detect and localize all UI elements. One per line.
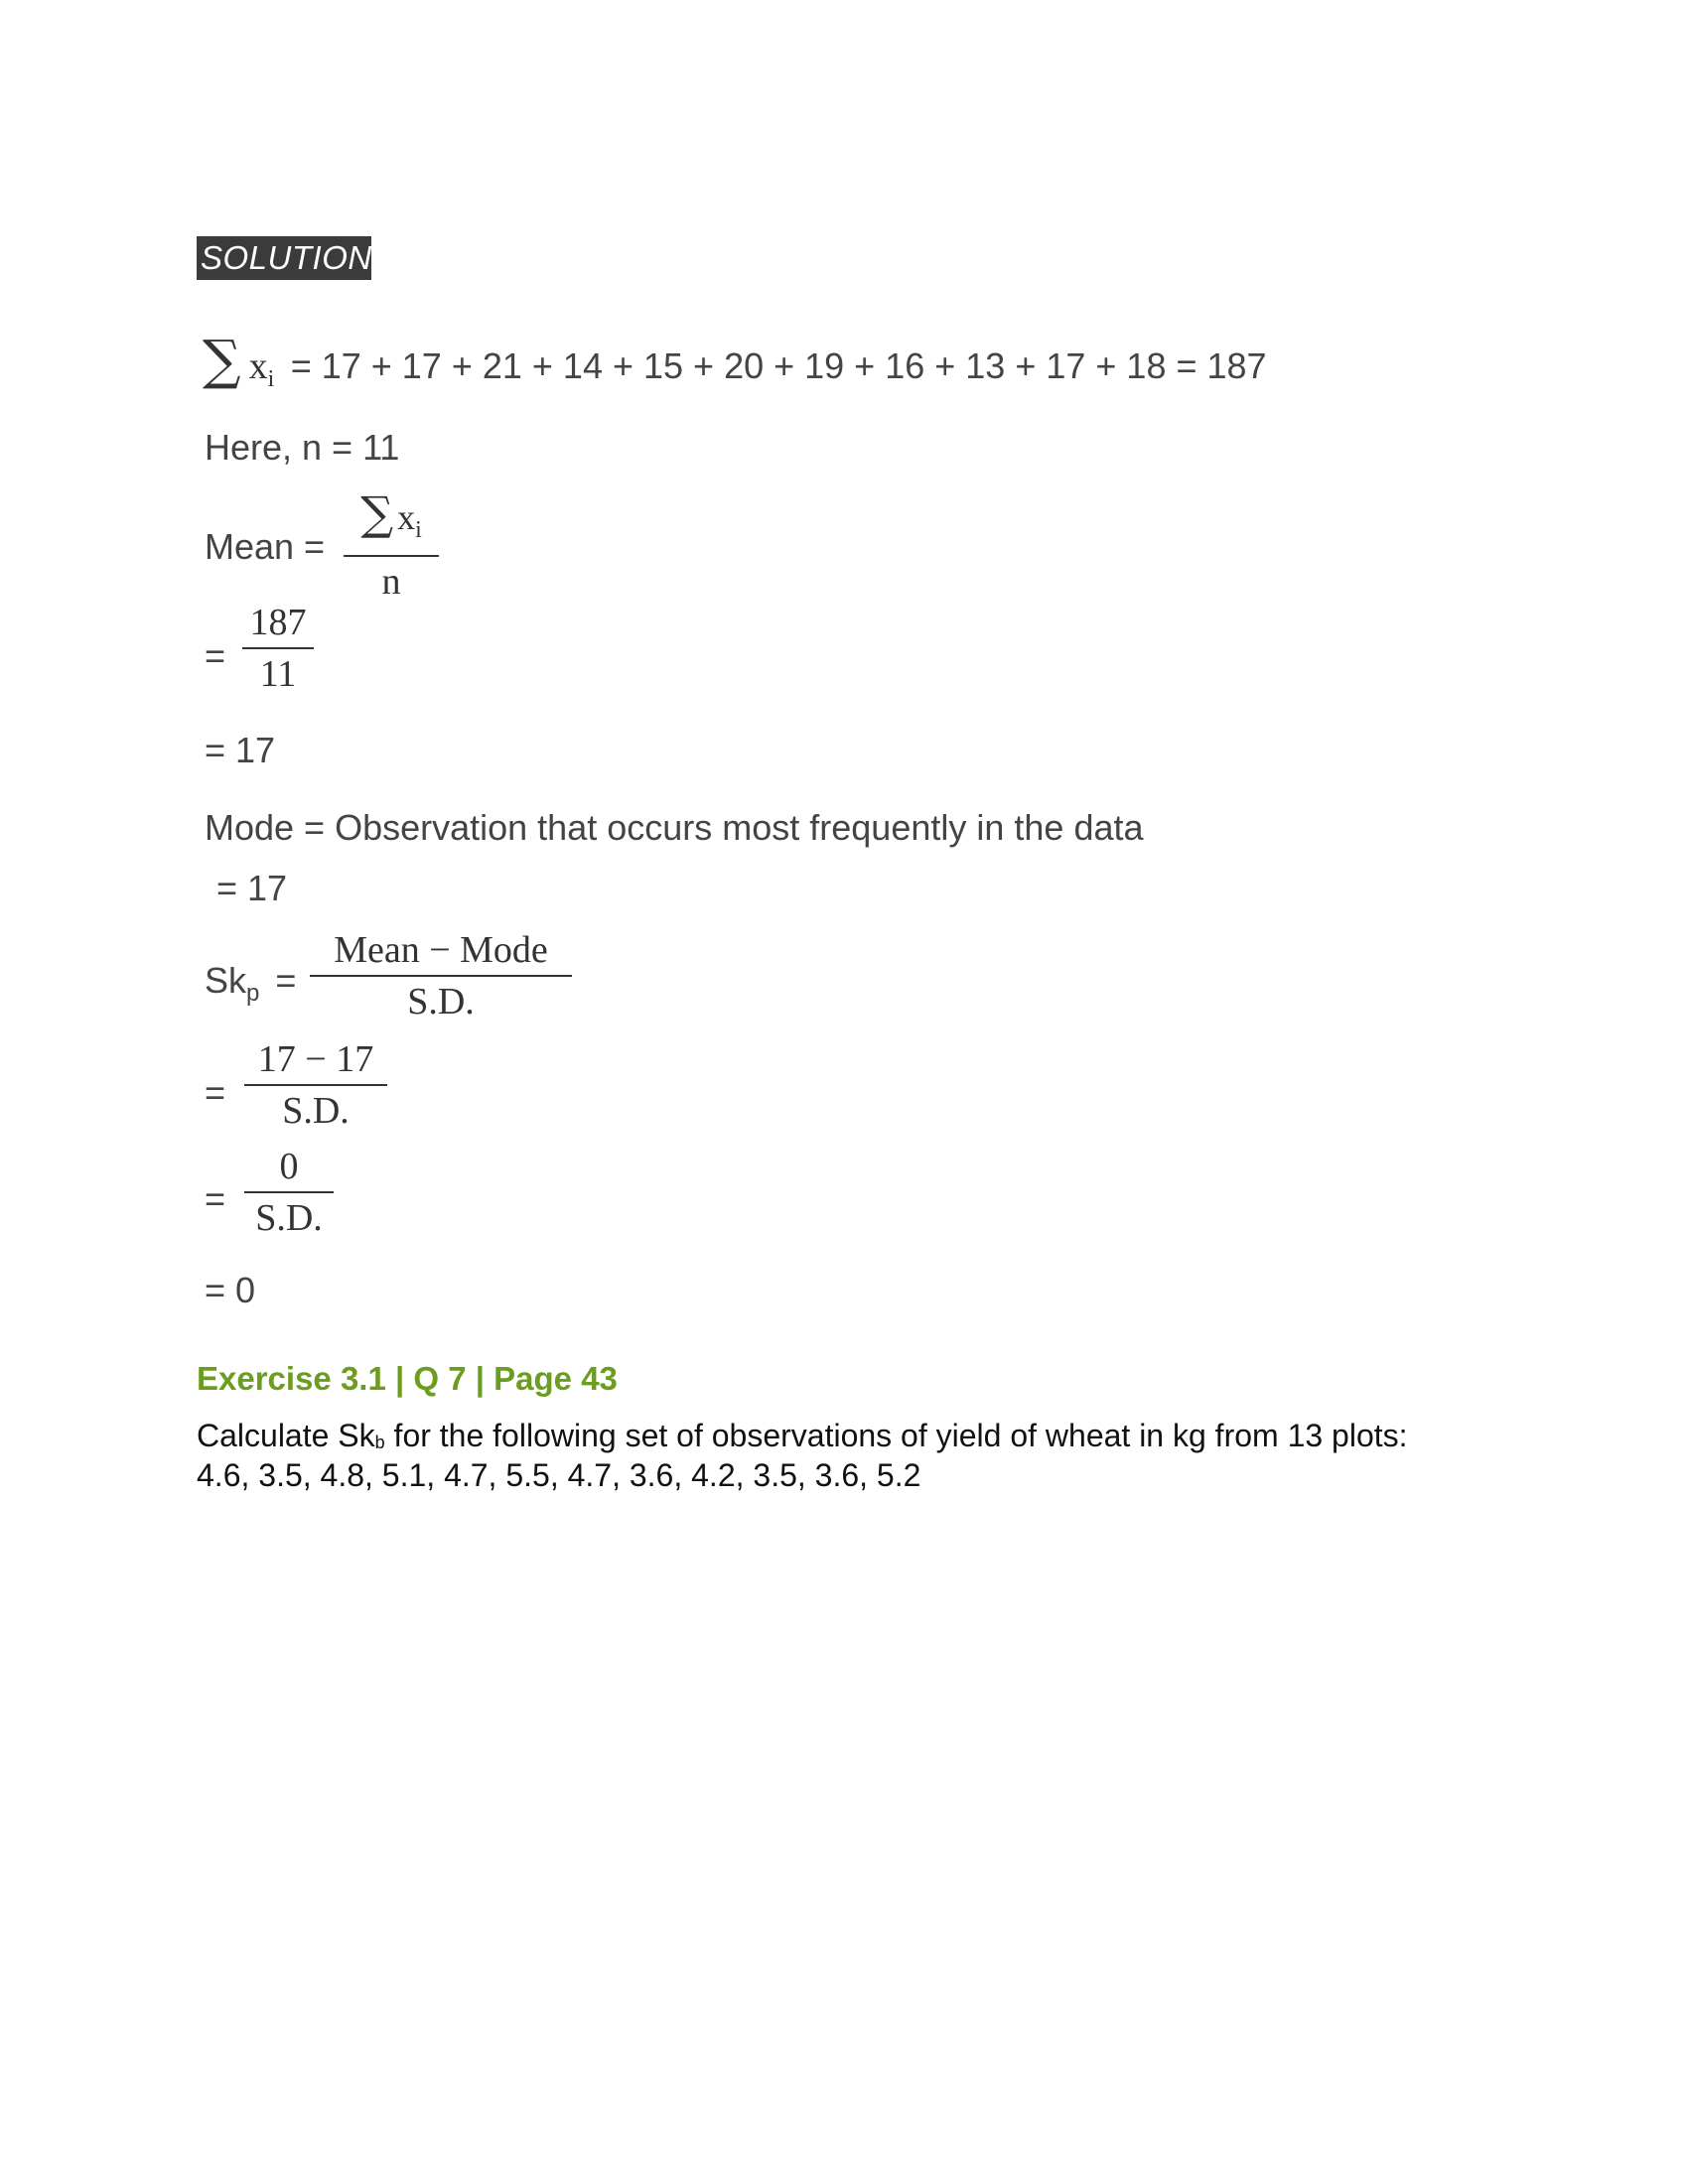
skp-step2-equals: = xyxy=(205,1178,226,1219)
mean-denominator: n xyxy=(381,561,401,603)
skp-denominator: S.D. xyxy=(407,981,475,1023)
mean-numerator: ∑ $x_i$ xyxy=(360,486,422,543)
mode-result: = 17 xyxy=(216,868,288,908)
observation-values: 4.6, 3.5, 4.8, 5.1, 4.7, 5.5, 4.7, 3.6, 4.2, 3.5, 3.6, 5.2 xyxy=(197,1457,921,1493)
mean-result: = 17 xyxy=(205,730,276,770)
skp-step1-numerator: 17 − 17 xyxy=(257,1038,374,1080)
skp-step1-fraction xyxy=(244,1034,387,1136)
mean-label: Mean = xyxy=(205,526,326,567)
mean-step-numerator: 187 xyxy=(249,602,307,643)
sigma-symbol: ∑ xyxy=(203,329,241,391)
skp-numerator: Mean − Mode xyxy=(334,929,548,971)
skp-step2-fraction xyxy=(244,1142,334,1243)
skp-step2-denominator: S.D. xyxy=(255,1197,323,1239)
sum-expression: = 17 + 17 + 21 + 14 + 15 + 20 + 19 + 16 + 13 + 17 + 18 = 187 xyxy=(290,345,1267,386)
mean-step-equals: = xyxy=(205,635,226,676)
skp-step1-equals: = xyxy=(205,1072,226,1113)
sum-of-xi-line xyxy=(203,329,1267,393)
mean-step-denominator: 11 xyxy=(259,653,297,695)
skp-formula-fraction xyxy=(310,925,572,1026)
sum-variable: $x_i$ xyxy=(248,345,275,392)
skp-step1-denominator: S.D. xyxy=(282,1090,350,1132)
solution-label: SOLUTION xyxy=(197,236,371,280)
skp-step2-numerator: 0 xyxy=(279,1146,299,1187)
mean-formula-fraction xyxy=(344,486,439,607)
mean-step-fraction xyxy=(242,598,314,699)
exercise-heading: Exercise 3.1 | Q 7 | Page 43 xyxy=(197,1360,618,1397)
here-n-statement: Here, n = 11 xyxy=(205,427,400,468)
question-text: Calculate Skb for the following set of observations of yield of wheat in kg from 13 plots: xyxy=(197,1418,1408,1453)
skp-label: $Sk_p$ = xyxy=(205,960,297,1007)
skp-result: = 0 xyxy=(205,1270,256,1310)
mode-definition: Mode = Observation that occurs most frequently in the data xyxy=(205,807,1144,848)
